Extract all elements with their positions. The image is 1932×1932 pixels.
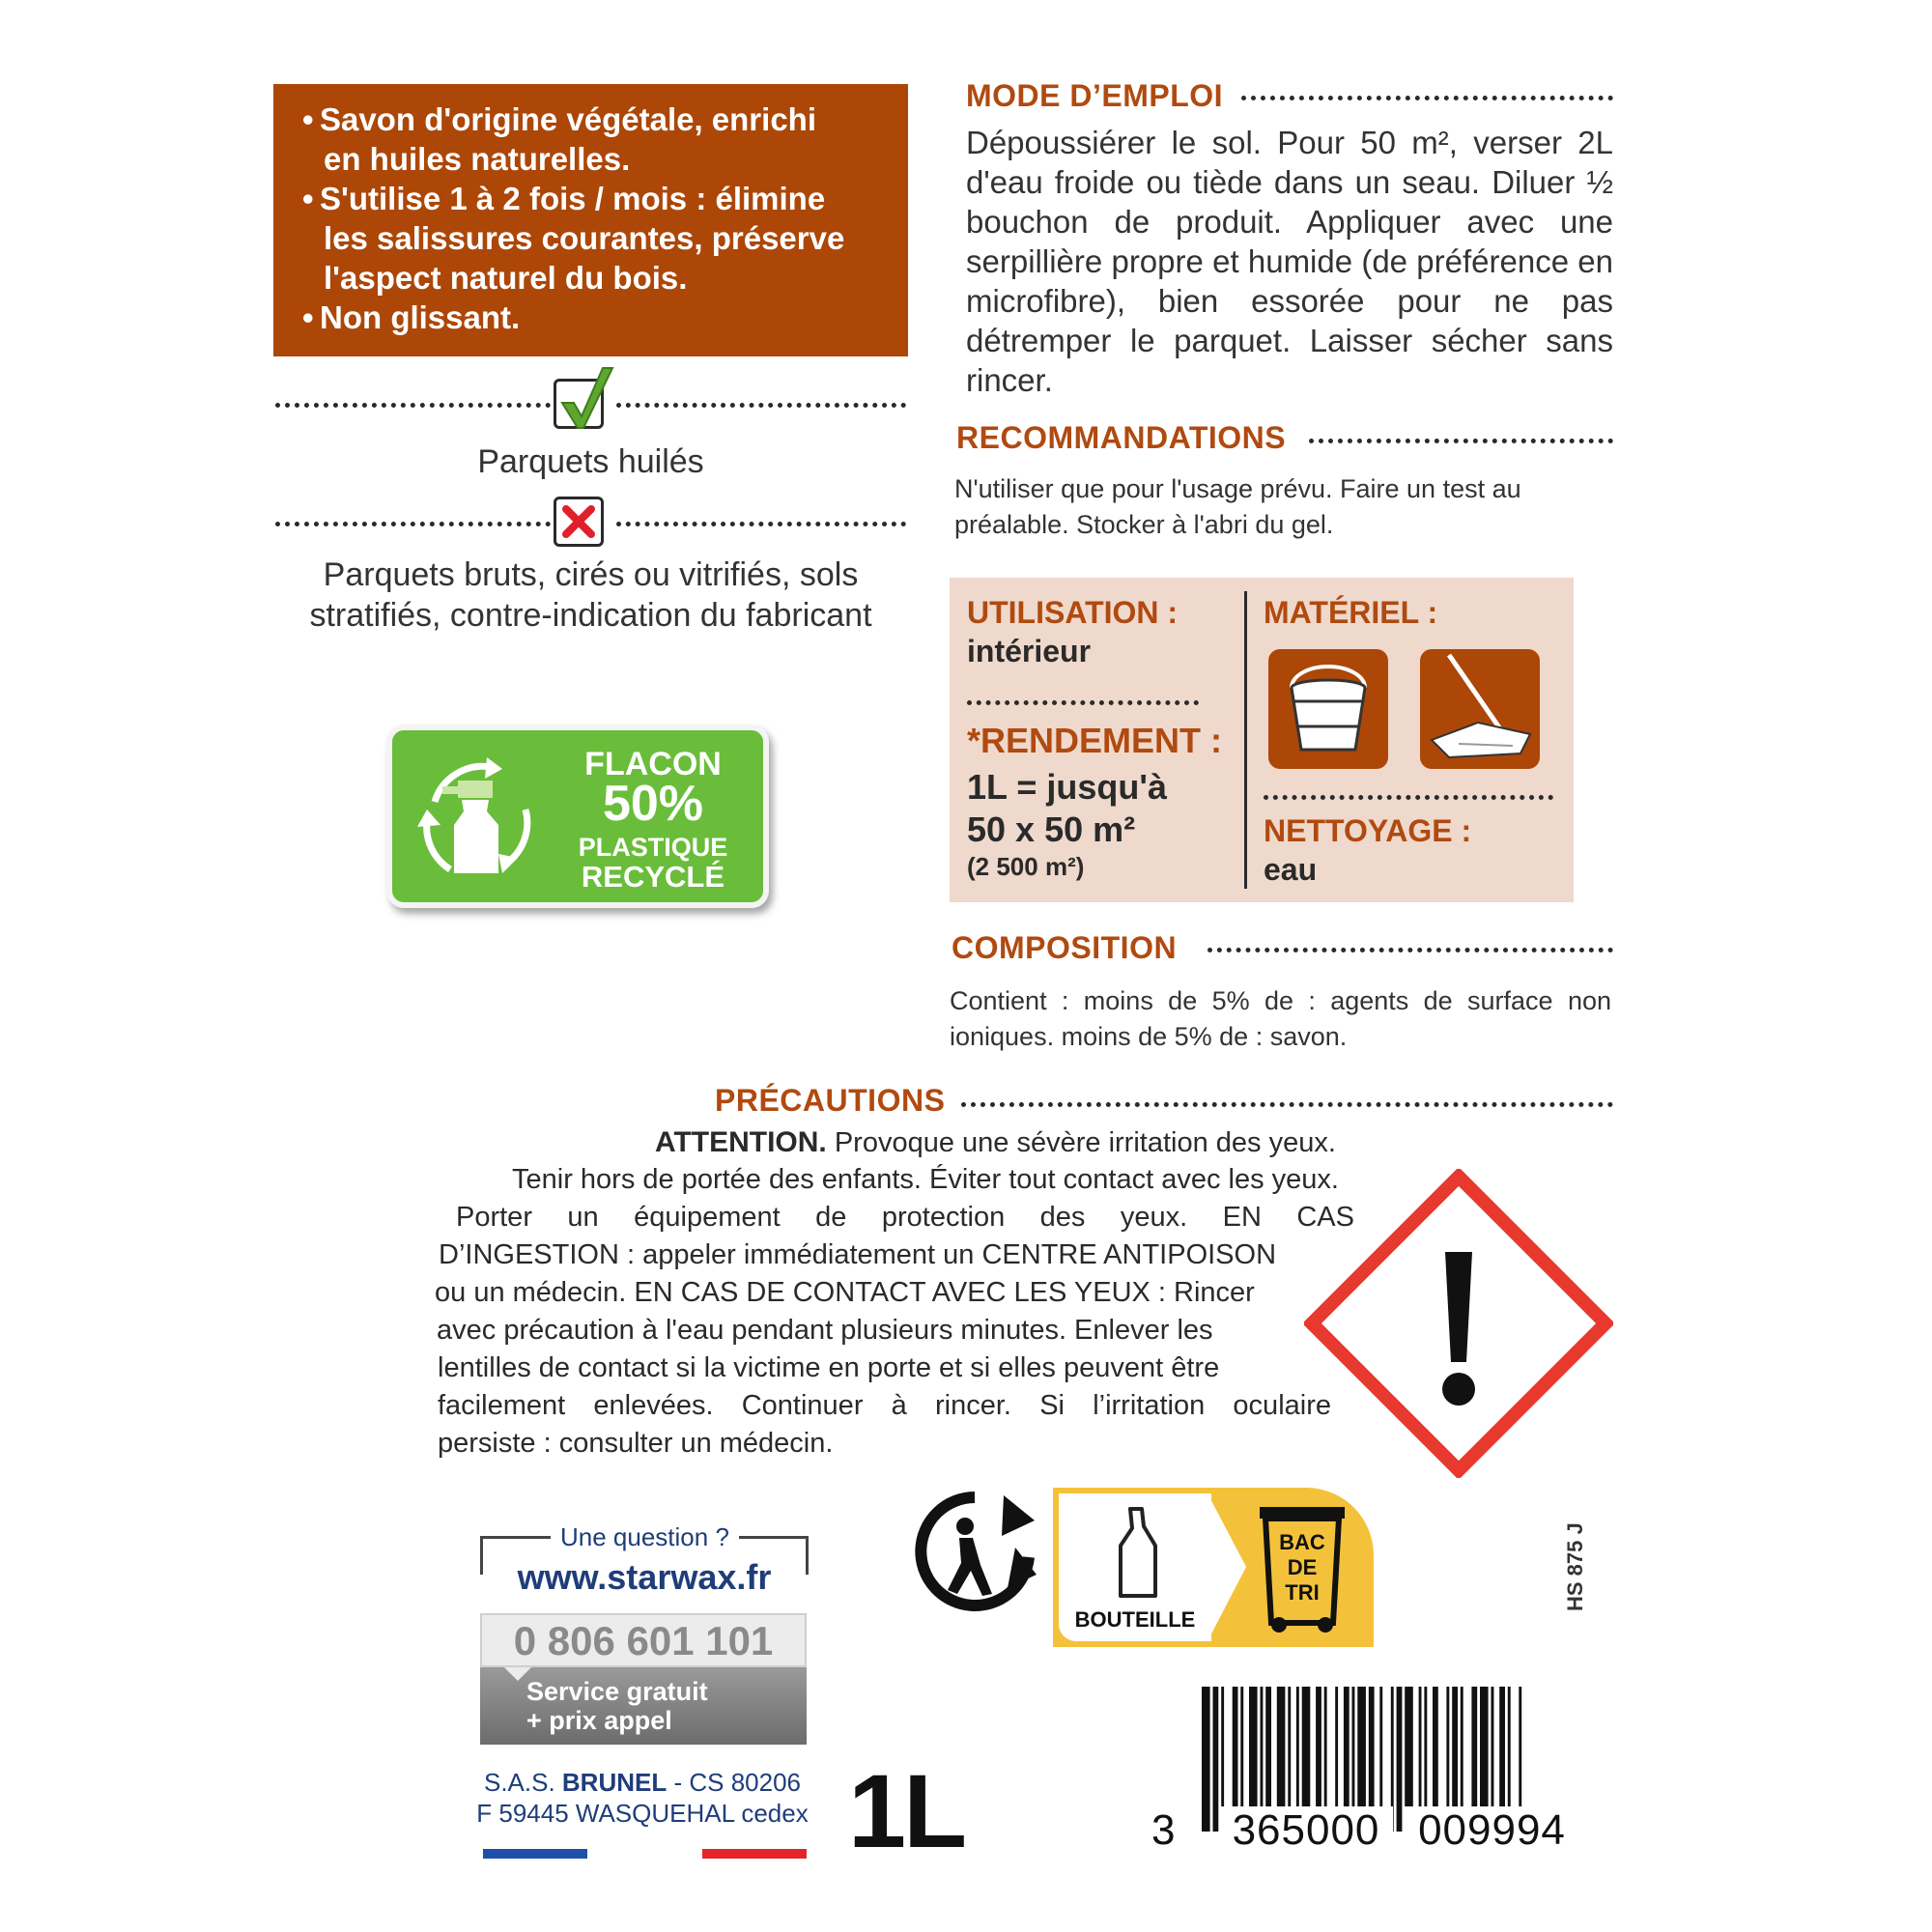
specs-box [950, 578, 1574, 902]
precautions-line4: D’INGESTION : appeler immédiatement un CENTRE ANTIPOISON [439, 1239, 1277, 1270]
benefit-item-cont: les salissures courantes, préserve [324, 220, 845, 256]
attention-label: ATTENTION. [655, 1126, 827, 1158]
precautions-line1: ATTENTION. Provoque une sévère irritation des yeux. [655, 1126, 1336, 1158]
recommandations-title: RECOMMANDATIONS [956, 420, 1295, 456]
benefit-item: • Non glissant. [302, 298, 885, 337]
precautions-line5: ou un médecin. EN CAS DE CONTACT AVEC LES YEUX : Rincer [435, 1277, 1255, 1308]
benefit-item: • S'utilise 1 à 2 fois / mois : élimine [302, 179, 885, 218]
service-line2: + prix appel [526, 1706, 672, 1735]
sorting-info [1053, 1488, 1374, 1647]
bottle-label: BOUTEILLE [1074, 1607, 1196, 1632]
check-icon [554, 379, 604, 429]
divider [275, 403, 551, 408]
divider [616, 522, 906, 526]
rendement-line1: 1L = jusqu'à [967, 767, 1167, 807]
suitable-label: Parquets huilés [477, 443, 704, 480]
composition-text: Contient : moins de 5% de : agents de surface non ioniques. moins de 5% de : savon. [950, 986, 1611, 1051]
arrow-separator [1208, 1493, 1246, 1641]
divider [1264, 795, 1553, 800]
flag-red [702, 1849, 807, 1859]
barcode-first-digit: 3 [1151, 1806, 1176, 1854]
bin-label: BAC DE TRI [1279, 1530, 1325, 1605]
product-code: HS 875 J [1563, 1522, 1587, 1611]
phone-number[interactable]: 0 806 601 101 [480, 1613, 807, 1667]
benefit-item-cont: en huiles naturelles. [324, 141, 631, 177]
divider [616, 403, 906, 408]
mode-emploi-text: Dépoussiérer le sol. Pour 50 m², verser 2L d'eau froide ou tiède dans un seau. Diluer ½ bouchon de produit. Appliquer avec une serpillière propre et humide (de préférence en microfibre), bien essorée pour ne pas détremper le parquet. Laisser sécher sans rincer. [966, 125, 1613, 398]
badge-line3: PLASTIQUE [578, 833, 728, 862]
badge-line1: FLACON [584, 746, 722, 782]
recycle-bottle-icon [406, 746, 551, 891]
company-address: S.A.S. BRUNEL - CS 80206 F 59445 WASQUEHAL cedex [476, 1768, 809, 1828]
recommandations-text: N'utiliser que pour l'usage prévu. Faire un test au préalable. Stocker à l'abri du gel. [954, 474, 1521, 539]
website-link[interactable]: www.starwax.fr [517, 1557, 772, 1597]
cross-icon [554, 497, 604, 547]
utilisation-label: UTILISATION : [967, 595, 1179, 630]
mop-icon [1420, 649, 1540, 769]
service-line1: Service gratuit [526, 1677, 708, 1706]
composition-title: COMPOSITION [952, 930, 1186, 966]
flag-blue [483, 1849, 587, 1859]
precautions-line7: lentilles de contact si la victime en porte et si elles peuvent être [438, 1352, 1220, 1383]
divider [1309, 439, 1613, 443]
rendement-line2: 50 x 50 m² [967, 810, 1136, 849]
divider [1208, 948, 1613, 952]
rendement-label: *RENDEMENT : [967, 721, 1223, 760]
triman-icon [911, 1488, 1041, 1618]
mode-emploi-title: MODE D’EMPLOI [966, 78, 1233, 114]
rendement-line3: (2 500 m²) [967, 852, 1085, 881]
divider [1241, 96, 1613, 100]
divider [961, 1102, 1613, 1107]
bottle-icon [1111, 1505, 1165, 1602]
benefit-item: • Savon d'origine végétale, enrichi [302, 99, 885, 139]
nettoyage-value: eau [1264, 852, 1318, 887]
unsuitable-line1: Parquets bruts, cirés ou vitrifiés, sols [323, 556, 859, 593]
divider [275, 522, 551, 526]
precautions-line3: Porter un équipement de protection des yeux. EN CAS [456, 1202, 1354, 1233]
recycled-badge [386, 724, 769, 908]
barcode-group2: 009994 [1403, 1806, 1581, 1855]
precautions-line2: Tenir hors de portée des enfants. Éviter tout contact avec les yeux. [512, 1164, 1339, 1195]
benefit-item-cont: l'aspect naturel du bois. [324, 260, 688, 296]
utilisation-value: intérieur [967, 634, 1092, 668]
benefits-box [273, 84, 908, 356]
hazard-exclamation-icon [1304, 1169, 1613, 1478]
volume-label: 1L [848, 1752, 965, 1869]
bubble-tail [504, 1667, 531, 1681]
barcode-group1: 365000 [1219, 1806, 1393, 1855]
bucket-icon [1268, 649, 1388, 769]
precautions-title: PRÉCAUTIONS [715, 1083, 954, 1119]
question-label: Une question ? [551, 1522, 739, 1552]
nettoyage-label: NETTOYAGE : [1264, 813, 1472, 848]
divider [967, 700, 1199, 705]
badge-line2: 50% [602, 776, 704, 832]
precautions-line8: facilement enlevées. Continuer à rincer. Si l’irritation oculaire [438, 1390, 1331, 1421]
unsuitable-line2: stratifiés, contre-indication du fabricant [309, 597, 872, 634]
precautions-line6: avec précaution à l'eau pendant plusieurs minutes. Enlever les [437, 1315, 1213, 1346]
column-divider [1244, 591, 1247, 889]
precautions-line9: persiste : consulter un médecin. [438, 1428, 834, 1459]
materiel-label: MATÉRIEL : [1264, 595, 1438, 630]
badge-line4: RECYCLÉ [581, 860, 725, 894]
